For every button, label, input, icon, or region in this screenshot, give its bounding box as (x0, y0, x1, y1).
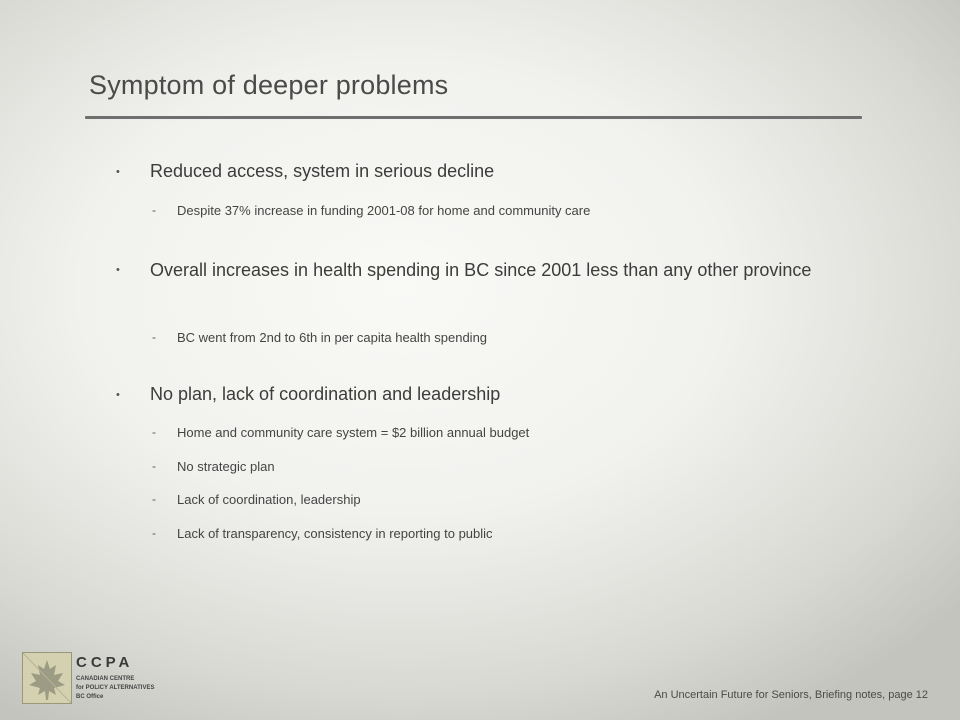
sub-bullet-marker: - (152, 526, 156, 540)
sub-bullet-marker: - (152, 203, 156, 217)
logo-acronym: CCPA (76, 654, 134, 671)
sub-bullet-text: No strategic plan (177, 459, 275, 474)
bullet-text: Overall increases in health spending in BC since 2001 less than any other province (150, 260, 812, 280)
bullet-text: Reduced access, system in serious decline (150, 161, 495, 181)
logo-line-2: for POLICY ALTERNATIVES (76, 685, 155, 691)
bullet-marker: • (116, 389, 120, 401)
sub-bullet-marker: - (152, 459, 156, 473)
sub-bullet-text: BC went from 2nd to 6th in per capita health spending (177, 330, 488, 345)
ccpa-logo (22, 652, 182, 704)
slide-title: Symptom of deeper problems (89, 70, 449, 100)
sub-bullet-text: Despite 37% increase in funding 2001-08 for home and community care (177, 203, 591, 218)
sub-bullet-text: Lack of coordination, leadership (177, 492, 361, 507)
logo-line-1: CANADIAN CENTRE (76, 676, 135, 682)
sub-bullet-marker: - (152, 425, 156, 439)
maple-leaf-icon (22, 652, 72, 704)
sub-bullet-marker: - (152, 492, 156, 506)
sub-bullet-text: Home and community care system = $2 billion annual budget (177, 425, 530, 440)
title-divider (85, 116, 862, 119)
sub-bullet-text: Lack of transparency, consistency in reporting to public (177, 526, 493, 541)
logo-line-3: BC Office (76, 694, 104, 700)
sub-bullet-marker: - (152, 330, 156, 344)
footer-text: An Uncertain Future for Seniors, Briefing notes, page 12 (654, 689, 928, 701)
bullet-text: No plan, lack of coordination and leadership (150, 384, 501, 404)
bullet-marker: • (116, 166, 120, 178)
bullet-marker: • (116, 264, 120, 276)
